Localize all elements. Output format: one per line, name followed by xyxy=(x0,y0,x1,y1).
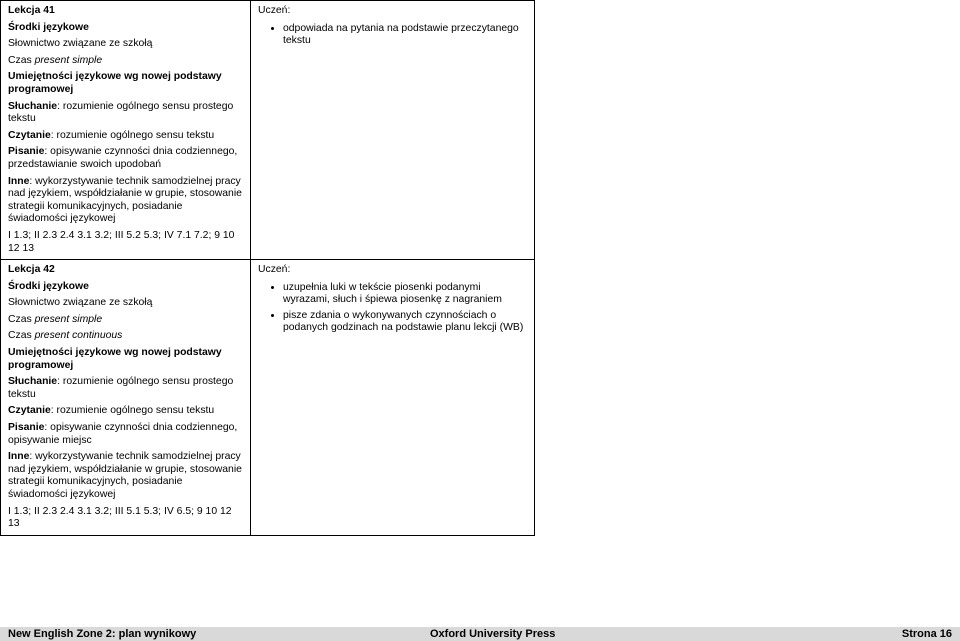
curriculum-codes: I 1.3; II 2.3 2.4 3.1 3.2; III 5.1 5.3; IV 6.5; 9 10 12 13 xyxy=(8,505,232,530)
skill-other: Inne: wykorzystywanie technik samodzielnej pracy nad językiem, współdziałanie w grupie, stosowanie strategii komunikacyjnych, posiadanie świadomości językowej xyxy=(8,175,242,225)
outcome-item: • odpowiada na pytania na podstawie przeczytanego tekstu xyxy=(283,23,527,48)
page-footer xyxy=(0,627,960,641)
lesson-details-41 xyxy=(1,1,251,260)
footer-publisher: Oxford University Press xyxy=(430,628,556,640)
lesson-outcomes-41 xyxy=(251,1,535,260)
lesson-details-42 xyxy=(1,260,251,536)
outcomes-list xyxy=(258,282,527,335)
section-text: Słownictwo związane ze szkołą xyxy=(8,297,153,309)
skill-listening: Słuchanie: rozumienie ogólnego sensu prostego tekstu xyxy=(8,100,234,125)
skill-writing: Pisanie: opisywanie czynności dnia codziennego, przedstawianie swoich upodobań xyxy=(8,146,238,170)
skill-reading: Czytanie: rozumienie ogólnego sensu tekstu xyxy=(8,405,215,417)
footer-page-number: Strona 16 xyxy=(901,628,952,640)
student-header: Uczeń: xyxy=(258,5,291,16)
lesson-outcomes-42 xyxy=(251,260,535,536)
outcome-item: • uzupełnia luki w tekście piosenki podanymi wyrazami, słuch i śpiewa piosenkę z nagraniem xyxy=(283,282,527,307)
tense-line: Czas present simple xyxy=(8,54,103,66)
skill-writing: Pisanie: opisywanie czynności dnia codziennego, opisywanie miejsc xyxy=(8,422,238,446)
skill-reading: Czytanie: rozumienie ogólnego sensu tekstu xyxy=(8,129,215,141)
lesson-row-42 xyxy=(1,260,535,536)
skill-other: Inne: wykorzystywanie technik samodzielnej pracy nad językiem, współdziałanie w grupie, stosowanie strategii komunikacyjnych, posiadanie świadomości językowej xyxy=(8,451,242,500)
student-header: Uczeń: xyxy=(258,264,291,276)
section-text: Słownictwo związane ze szkołą xyxy=(8,38,153,50)
lesson-title: Lekcja 41 xyxy=(8,5,55,16)
curriculum-codes: I 1.3; II 2.3 2.4 3.1 3.2; III 5.2 5.3; IV 7.1 7.2; 9 10 12 13 xyxy=(8,229,235,254)
lesson-title: Lekcja 42 xyxy=(8,264,55,276)
section-heading: Środki językowe xyxy=(8,280,89,292)
lesson-plan-table xyxy=(0,0,535,536)
outcome-item: • pisze zdania o wykonywanych czynnościach o podanych godzinach na podstawie planu lekcji (WB) xyxy=(283,310,527,335)
tense-line: Czas present simple xyxy=(8,313,103,325)
section-heading: Umiejętności językowe wg nowej podstawy programowej xyxy=(8,71,222,95)
skill-listening: Słuchanie: rozumienie ogólnego sensu prostego tekstu xyxy=(8,376,234,400)
section-heading: Umiejętności językowe wg nowej podstawy programowej xyxy=(8,347,222,371)
section-heading: Środki językowe xyxy=(8,21,89,33)
tense-line: Czas present continuous xyxy=(8,330,123,342)
outcomes-list xyxy=(258,23,527,48)
footer-title: New English Zone 2: plan wynikowy xyxy=(8,628,197,640)
lesson-row-41 xyxy=(1,1,535,260)
